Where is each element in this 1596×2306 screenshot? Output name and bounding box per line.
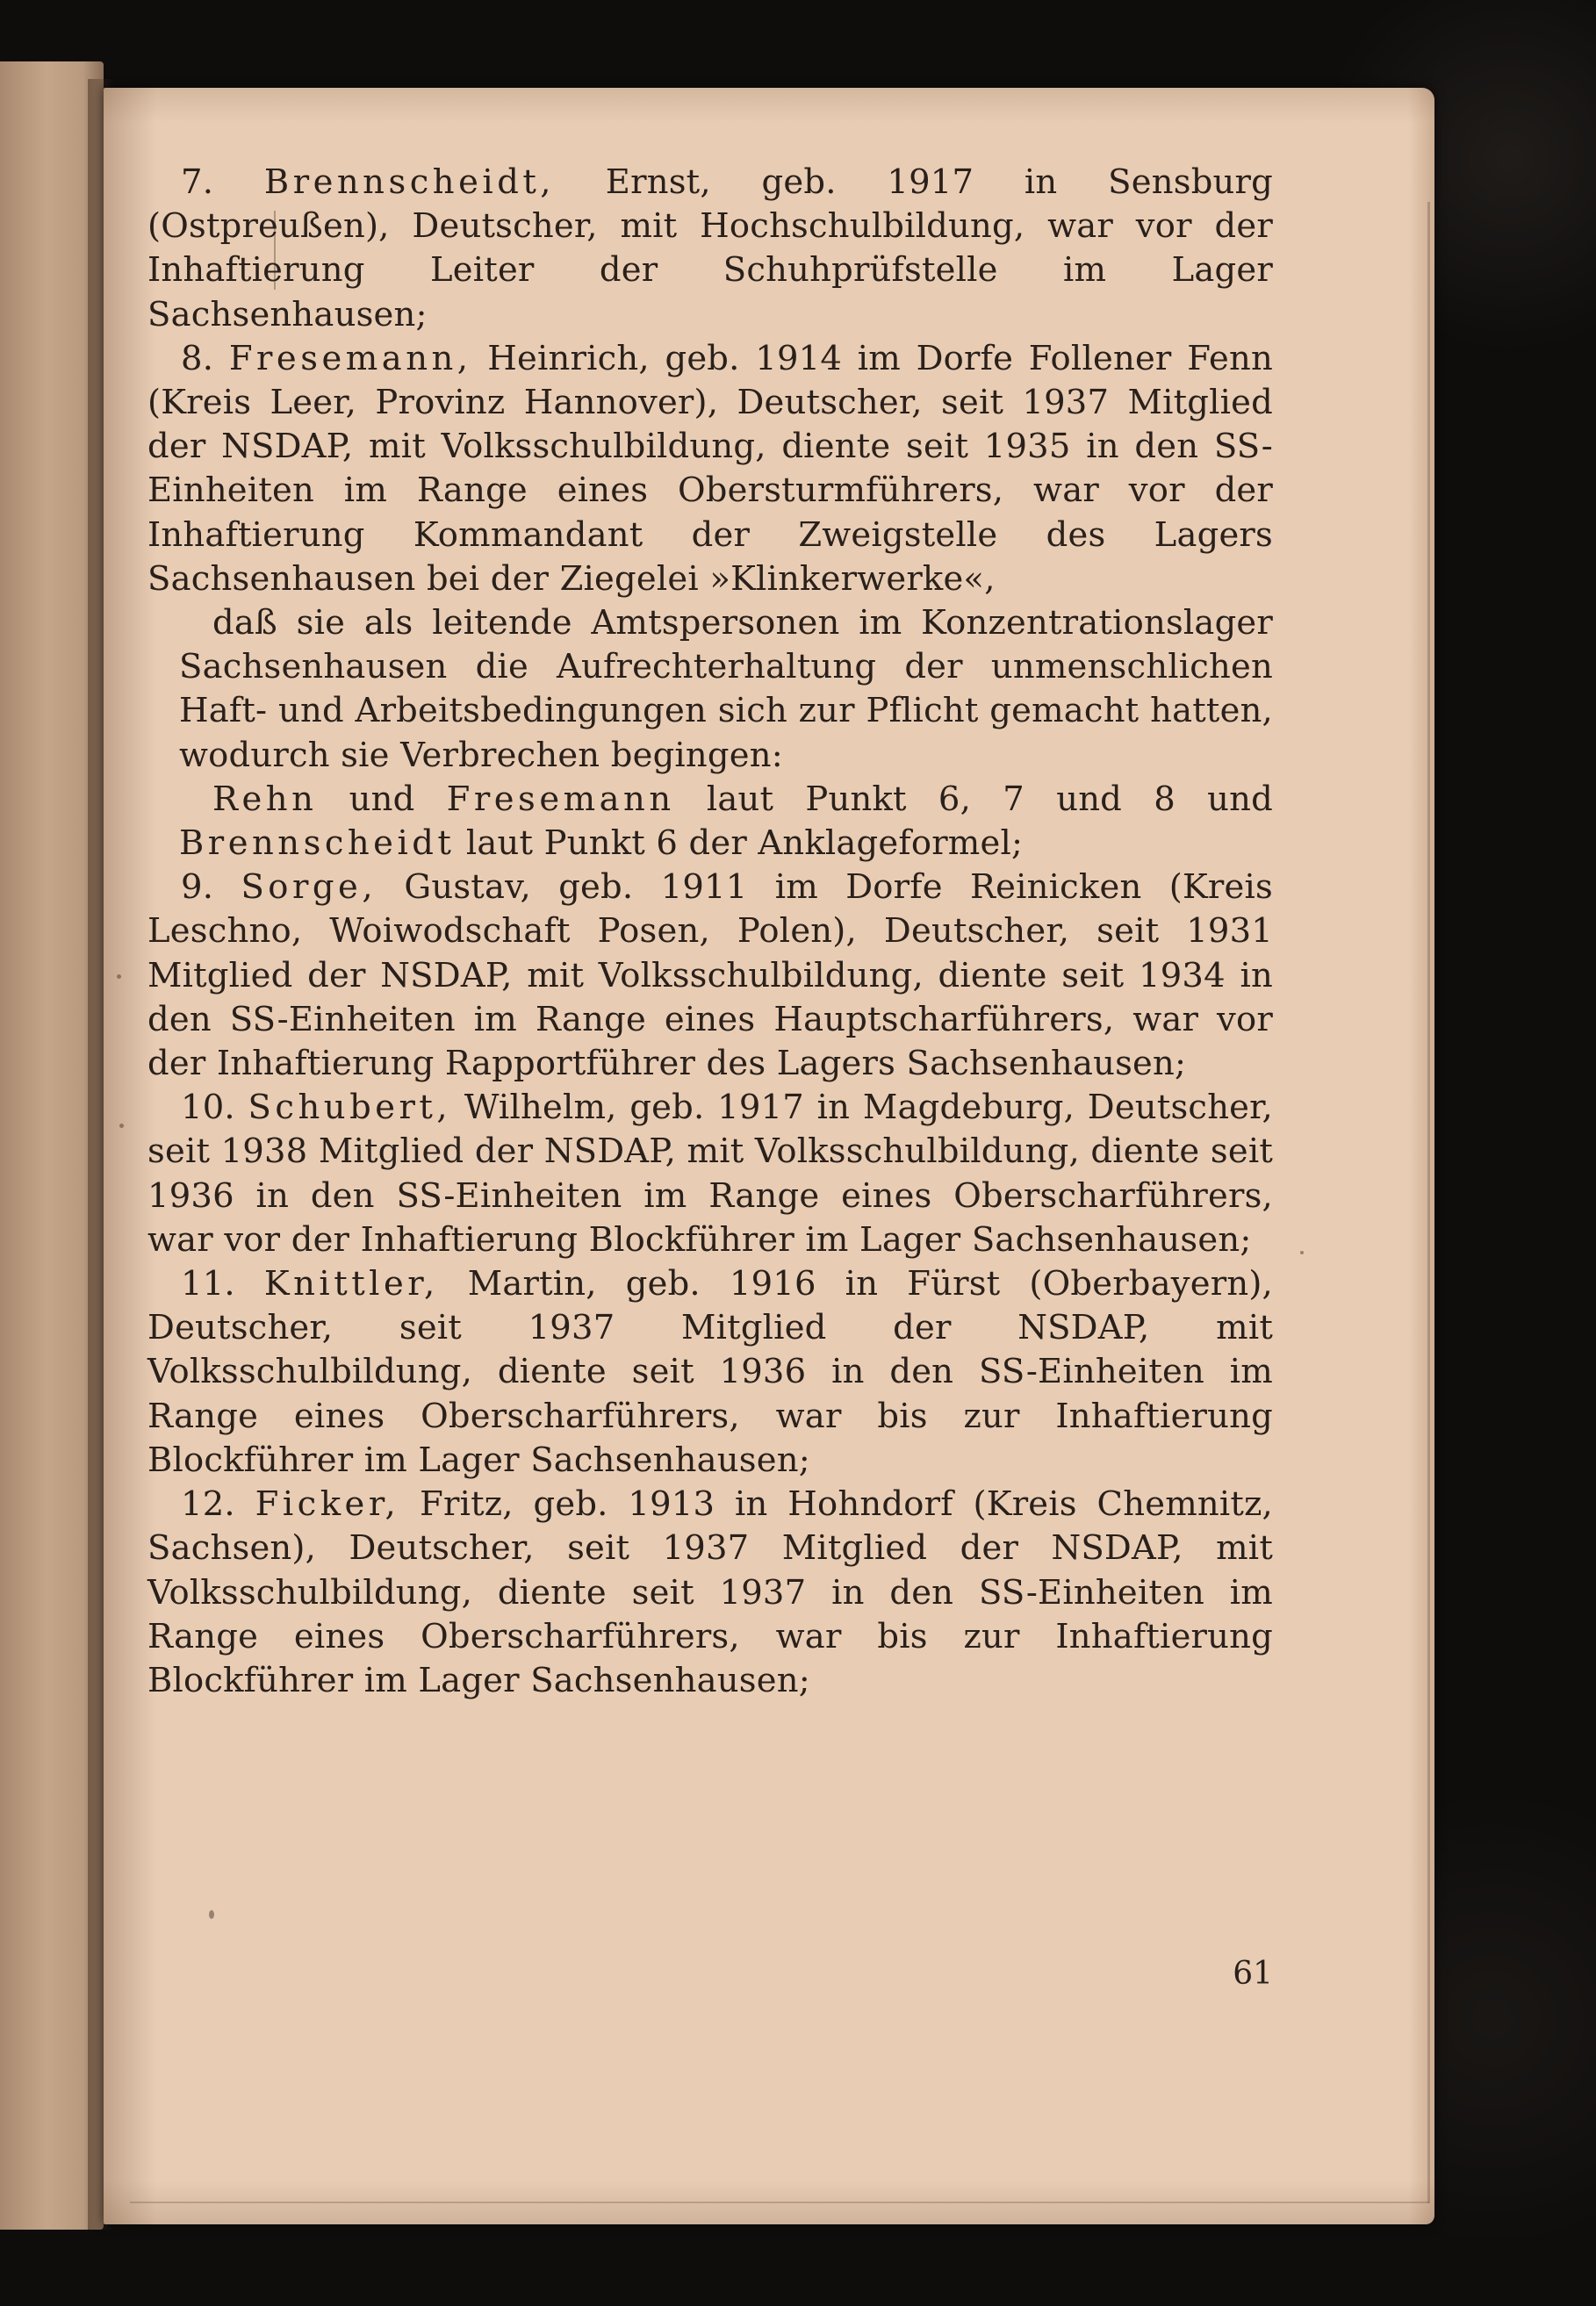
paper-speck — [119, 1124, 124, 1128]
paragraph-text: Ernst, geb. 1917 in Sensburg (Ostpreußen), Deutscher, mit Hochschulbildung, war vor der Inhaftierung Leiter der Schuhprüfstelle im Lager Sachsenhausen; — [147, 162, 1273, 334]
item-number: 11. — [181, 1264, 235, 1304]
paragraph-item-7 — [147, 161, 1273, 337]
defendant-name: Brennscheidt — [179, 823, 456, 864]
defendant-name: Ficker, — [255, 1484, 400, 1525]
page-bottom-line — [130, 2202, 1429, 2203]
item-number: 8. — [181, 338, 214, 378]
item-number: 10. — [181, 1088, 235, 1128]
paragraph-text: Heinrich, geb. 1914 im Dorfe Follener Fenn (Kreis Leer, Provinz Hannover), Deutscher, seit 1937 Mitglied der NSDAP, mit Volksschulbildung, diente seit 1935 in den SS-Einheiten im Range eines Obersturmführers, war vor der Inhaftierung Kommandant der Zweigstelle des Lagers Sachsenhausen bei der Ziegelei »Klinkerwerke«, — [147, 338, 1273, 599]
paragraph-text: laut Punkt 6 der Anklageformel; — [455, 823, 1024, 864]
paragraph-text: und — [317, 779, 447, 819]
paragraph-item-11 — [147, 1262, 1273, 1483]
defendant-name: Schubert, — [248, 1088, 452, 1128]
page-text — [147, 161, 1273, 1703]
defendant-name: Rehn — [212, 779, 318, 819]
defendant-name: Sorge, — [241, 867, 377, 908]
item-number: 7. — [181, 162, 214, 202]
paragraph-item-12 — [147, 1483, 1273, 1703]
paragraph-text: Gustav, geb. 1911 im Dorfe Reinicken (Kreis Leschno, Woiwodschaft Posen, Polen), Deutscher, seit 1931 Mitglied der NSDAP, mit Volksschulbildung, diente seit 1934 in den SS-Einheiten im Range eines Hauptscharführers, war vor der Inhaftierung Rapportführer des Lagers Sachsenhausen; — [147, 867, 1273, 1084]
paragraph-conclusion — [147, 601, 1273, 778]
defendant-name: Brennscheidt, — [263, 162, 556, 202]
paragraph-item-10 — [147, 1086, 1273, 1262]
paper-speck — [1300, 1251, 1304, 1254]
paragraph-item-9 — [147, 866, 1273, 1086]
page-edge-line — [1427, 202, 1430, 2203]
defendant-name: Knittler, — [263, 1264, 439, 1304]
paragraph-charges — [147, 778, 1273, 866]
page-number: 61 — [1233, 1956, 1273, 1992]
paragraph-text: Martin, geb. 1916 in Fürst (Oberbayern), Deutscher, seit 1937 Mitglied der NSDAP, mit Volksschulbildung, diente seit 1936 in den SS-Einheiten im Range eines Oberscharführers, war bis zur Inhaftierung Blockführer im Lager Sachsenhausen; — [147, 1264, 1273, 1480]
paragraph-text: Wilhelm, geb. 1917 in Magdeburg, Deutscher, seit 1938 Mitglied der NSDAP, mit Volksschulbildung, diente seit 1936 in den SS-Einheiten im Range eines Oberscharführers, war vor der Inhaftierung Blockführer im Lager Sachsenhausen; — [147, 1088, 1273, 1260]
paragraph-item-8 — [147, 337, 1273, 601]
paragraph-text: daß sie als leitende Amtspersonen im Konzentrationslager Sachsenhausen die Aufrechterhaltung der unmenschlichen Haft- und Arbeitsbedingungen sich zur Pflicht gemacht hatten, wodurch sie Verbrechen begingen: — [179, 603, 1273, 775]
paragraph-text: laut Punkt 6, 7 und 8 und — [674, 779, 1273, 819]
paper-speck — [209, 1910, 214, 1919]
defendant-name: Fresemann, — [228, 338, 472, 378]
defendant-name: Fresemann — [446, 779, 675, 819]
paper-speck — [117, 974, 121, 979]
item-number: 12. — [181, 1484, 235, 1525]
paragraph-text: Fritz, geb. 1913 in Hohndorf (Kreis Chemnitz, Sachsen), Deutscher, seit 1937 Mitglied der NSDAP, mit Volksschulbildung, diente seit 1937 in den SS-Einheiten im Range eines Oberscharführers, war bis zur Inhaftierung Blockführer im Lager Sachsenhausen; — [147, 1484, 1273, 1700]
item-number: 9. — [181, 867, 214, 908]
